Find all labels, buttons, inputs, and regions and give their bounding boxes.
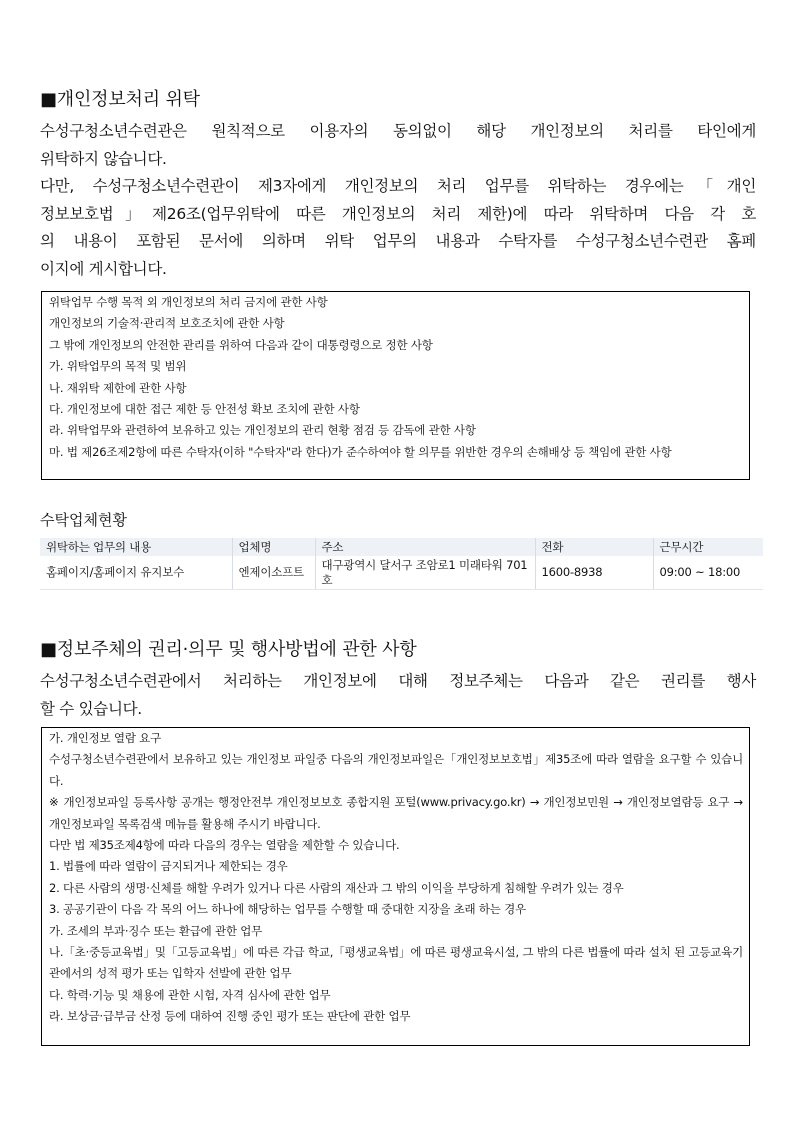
column-header-phone: 전화 xyxy=(535,538,653,556)
access-item: 가. 조세의 부과·징수 또는 환급에 관한 업무 xyxy=(49,923,263,938)
cell-company: 엔제이소프트 xyxy=(232,556,315,590)
requirement-item: 개인정보의 기술적·관리적 보호조치에 관한 사항 xyxy=(49,316,285,331)
requirement-item: 라. 위탁업무와 관련하여 보유하고 있는 개인정보의 관리 현황 점검 등 감독에 관한 사항 xyxy=(49,423,476,438)
column-header-hours: 근무시간 xyxy=(653,538,763,556)
cell-hours: 09:00 ~ 18:00 xyxy=(653,556,763,590)
requirement-item: 그 밖에 개인정보의 안전한 관리를 위하여 다음과 같이 대통령령으로 정한 사항 xyxy=(49,337,433,352)
cell-address: 대구광역시 달서구 조암로1 미래타워 701호 xyxy=(315,556,535,590)
rights-intro-paragraph xyxy=(40,668,756,723)
access-item: 수성구청소년수련관에서 보유하고 있는 개인정보 파일중 다음의 개인정보파일은「개인정보보호법」제35조에 따라 열람을 요구할 수 있습니다. xyxy=(49,752,743,788)
column-header-task: 위탁하는 업무의 내용 xyxy=(40,538,232,556)
vendor-status-title: 수탁업체현황 xyxy=(40,511,127,529)
outsourcing-requirements-box xyxy=(41,291,750,480)
outsourcing-detail-line: 의 내용이 포함된 문서에 의하며 위탁 업무의 내용과 수탁자를 수성구청소년수련관 홈페 xyxy=(40,232,756,250)
outsourcing-intro-paragraph xyxy=(40,118,756,283)
outsourcing-intro-line: 위탁하지 않습니다. xyxy=(40,149,167,168)
access-item: 1. 법률에 따라 열람이 금지되거나 제한되는 경우 xyxy=(49,859,288,874)
access-item: 3. 공공기관이 다음 각 목의 어느 하나에 해당하는 업무를 수행할 때 중대한 지장을 초래 하는 경우 xyxy=(49,902,526,917)
access-item: 라. 보상금·급부금 산정 등에 대하여 진행 중인 평가 또는 판단에 관한 업무 xyxy=(49,1009,411,1024)
requirement-item: 나. 재위탁 제한에 관한 사항 xyxy=(49,380,187,395)
outsourcing-detail-line: 이지에 게시합니다. xyxy=(40,259,167,278)
requirement-item: 위탁업무 수행 목적 외 개인정보의 처리 금지에 관한 사항 xyxy=(49,295,328,309)
column-header-address: 주소 xyxy=(315,538,535,556)
section-heading-outsourcing: ■개인정보처리 위탁 xyxy=(40,89,200,110)
outsourcing-intro-line: 수성구청소년수련관은 원칙적으로 이용자의 동의없이 해당 개인정보의 처리를 타인에게 xyxy=(40,122,756,140)
access-item: 가. 개인정보 열람 요구 xyxy=(49,731,162,745)
vendor-table xyxy=(40,538,763,590)
access-item: 다. 학력·기능 및 채용에 관한 시험, 자격 심사에 관한 업무 xyxy=(49,987,331,1002)
outsourcing-detail-line: 다만, 수성구청소년수련관이 제3자에게 개인정보의 처리 업무를 위탁하는 경우에는「개인 xyxy=(40,177,756,195)
cell-phone: 1600-8938 xyxy=(535,556,653,590)
access-item: 2. 다른 사람의 생명·신체를 해할 우려가 있거나 다른 사람의 재산과 그 밖의 이익을 부당하게 침해할 우려가 있는 경우 xyxy=(49,880,624,895)
requirement-item: 다. 개인정보에 대한 접근 제한 등 안전성 확보 조치에 관한 사항 xyxy=(49,402,360,417)
rights-intro-line: 수성구청소년수련관에서 처리하는 개인정보에 대해 정보주체는 다음과 같은 권리를 행사 xyxy=(40,672,756,690)
column-header-company: 업체명 xyxy=(232,538,315,556)
outsourcing-detail-line: 정보보호법」제26조(업무위탁에 따른 개인정보의 처리 제한)에 따라 위탁하며 다음 각 호 xyxy=(40,204,756,223)
access-request-box xyxy=(41,727,750,1046)
vendor-table-header xyxy=(40,538,763,556)
cell-task: 홈페이지/홈페이지 유지보수 xyxy=(40,556,232,590)
requirement-item: 마. 법 제26조제2항에 따른 수탁자(이하 "수탁자"라 한다)가 준수하여야 할 의무를 위반한 경우의 손해배상 등 책임에 관한 사항 xyxy=(49,444,672,459)
access-item: ※ 개인정보파일 등록사항 공개는 행정안전부 개인정보보호 종합지원 포털(www.privacy.go.kr) → 개인정보민원 → 개인정보열람등 요구 → 개인정보파일 목록검색 메뉴를 활용해 주시기 바랍니다. xyxy=(49,795,743,831)
section-heading-data-subject-rights: ■정보주체의 권리·의무 및 행사방법에 관한 사항 xyxy=(40,639,417,660)
access-item: 나.「초·중등교육법」및「고등교육법」에 따른 각급 학교,「평생교육법」에 따른 평생교육시설, 그 밖의 다른 법률에 따라 설치 된 고등교육기관에서의 성적 평가 또는 입학자 선발에 관한 업무 xyxy=(49,945,743,981)
requirement-item: 가. 위탁업무의 목적 및 범위 xyxy=(49,359,187,374)
access-item: 다만 법 제35조제4항에 따라 다음의 경우는 열람을 제한할 수 있습니다. xyxy=(49,838,400,853)
table-row xyxy=(40,556,763,590)
rights-intro-line: 할 수 있습니다. xyxy=(40,699,142,718)
